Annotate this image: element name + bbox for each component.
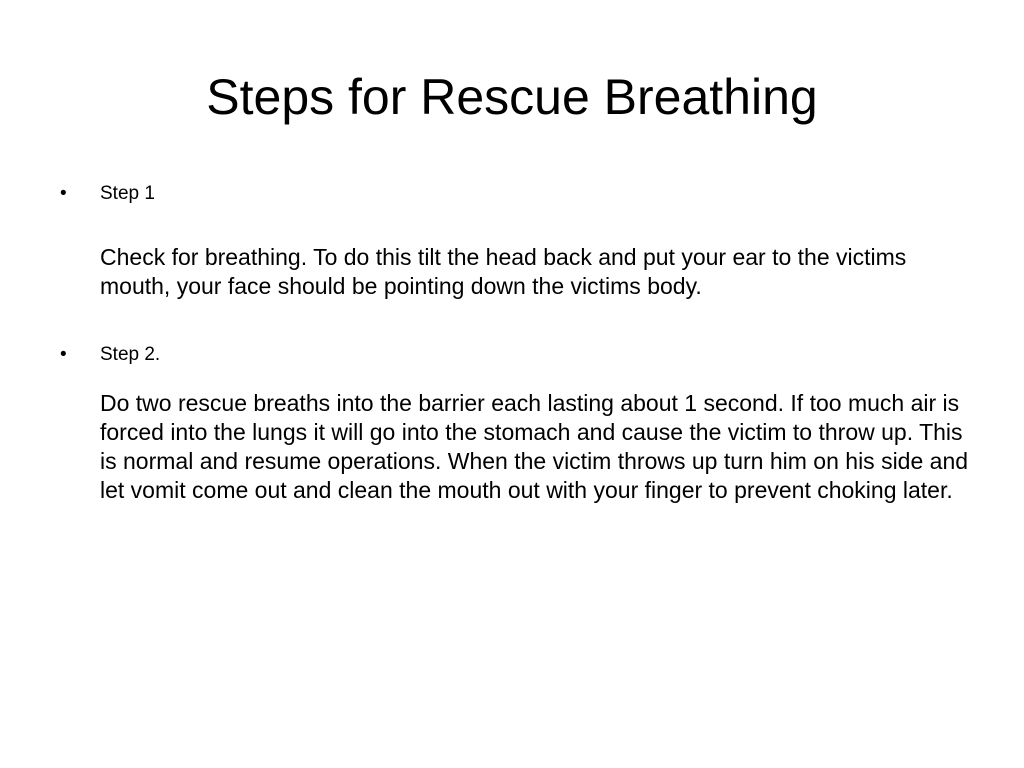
step-item [60,180,960,301]
step-heading-row [60,341,960,369]
step-description: Check for breathing. To do this tilt the head back and put your ear to the victims mouth, your face should be pointing down the victims body. [100,244,907,299]
step-item [60,341,969,505]
step-label: Step 2. [100,344,161,365]
step-description: Do two rescue breaths into the barrier each lasting about 1 second. If too much air is forced into the lungs it will go into the stomach and cause the victim to throw up. This is normal and resume operations. When the victim throws up turn him on his side and let vomit come out and clean the mouth out with your finger to prevent choking later. [100,390,969,503]
step-label: Step 1 [100,183,155,204]
slide-content [60,180,969,505]
step-heading-row [60,180,960,208]
bullet-icon: • [60,344,67,365]
bullet-icon: • [60,183,67,204]
slide-title: Steps for Rescue Breathing [206,69,818,125]
